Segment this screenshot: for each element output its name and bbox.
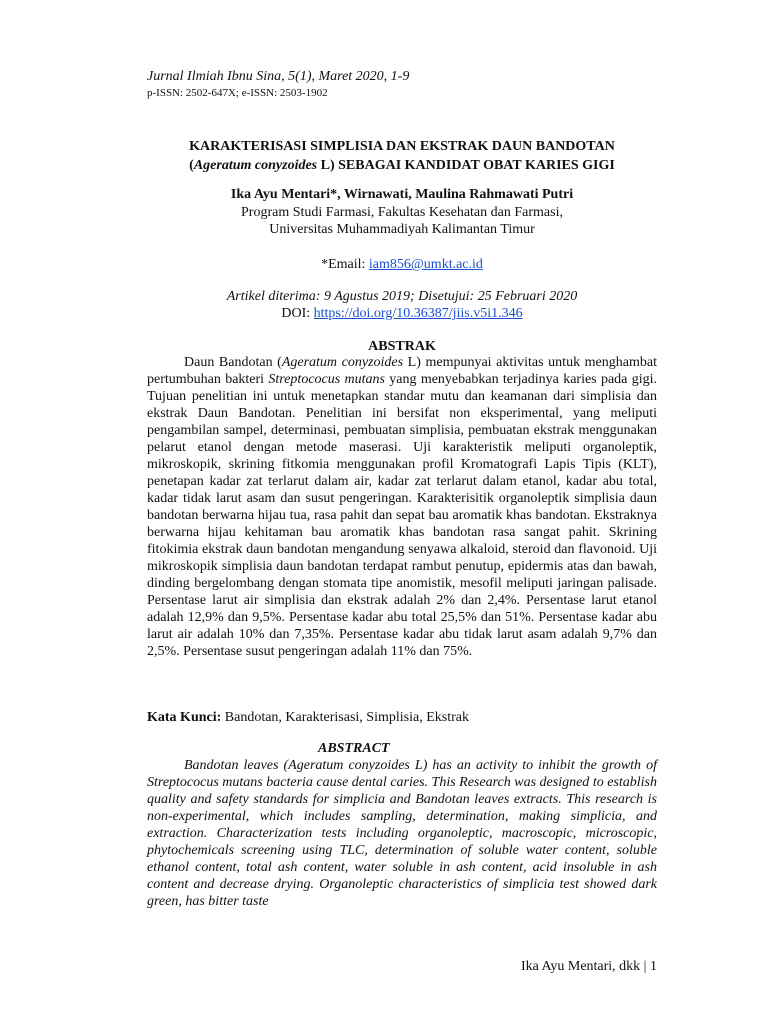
affiliation-line-2: Universitas Muhammadiyah Kalimantan Timur [269,222,535,237]
abstract-heading: ABSTRACT [318,741,390,756]
author-list: Ika Ayu Mentari*, Wirnawati, Maulina Rahmawati Putri [230,187,574,202]
page-footer: Ika Ayu Mentari, dkk | 1 [520,959,657,974]
title-line-1: KARAKTERISASI SIMPLISIA DAN EKSTRAK DAUN BANDOTAN [189,139,615,154]
keywords [147,709,469,726]
affiliation [147,204,657,238]
doi-line: DOI: https://doi.org/10.36387/jiis.v5i1.346 [281,306,523,321]
corresponding-email: *Email: iam856@umkt.ac.id [321,257,483,272]
abstrak-body: Daun Bandotan (Ageratum conyzoides L) mempunyai aktivitas untuk menghambat pertumbuhan bakteri Streptococus mutans yang menyebabkan terjadinya karies pada gigi. Tujuan penelitian ini untuk menetapkan standar mutu dan keamanan dari simplisia dan ekstrak Daun Bandotan. Penelitian ini bersifat non eksperimental, yang meliputi pengambilan sampel, determinasi, pembuatan simplisia, pembuatan ekstrak menggunakan pelarut etanol dengan metode maserasi. Uji karakteristik meliputi organoleptik, mikroskopik, skrining fitkomia menggunakan profil Kromatografi Lapis Tipis (KLT), penetapan kadar zat terlarut dalam air, kadar zat terlarut dalam etanol, kadar abu total, kadar tidak larut asam dan susut pengeringan. Karakterisitik organoleptik simplisia daun bandotan berwarna hijau tua, rasa pahit dan sepat bau aromatik khas bandotan. Ekstraknya berwarna hijau kehitaman bau aromatik khas bandotan rasa sangat pahit. Skrining fitokimia ekstrak daun bandotan mengandung senyawa alkaloid, steroid dan flavonoid. Uji mikroskopik simplisia daun bandotan terdapat rambut penutup, epidermis atas dan bawah, dinding bergelombang dengan stomata tipe anomistik, mesofil meliputi jaringan palisade. Persentase larut air simplisia dan ekstrak adalah 2% dan 2,4%. Persentase larut etanol adalah 12,9% dan 9,5%. Persentase kadar abu total 25,5% dan 51%. Persentase kadar abu larut air adalah 10% dan 7,35%. Persentase kadar abu tidak larut asam adalah 9,7% dan 2,5%. Persentase susut pengeringan adalah 11% dan 75%. [147,355,657,659]
article-title [147,137,657,175]
affiliation-line-1: Program Studi Farmasi, Fakultas Kesehatan dan Farmasi, [241,205,563,220]
journal-citation: Jurnal Ilmiah Ibnu Sina, 5(1), Maret 2020, 1-9 [147,69,410,84]
species-name: Ageratum conyzoides [193,158,318,173]
abstract-body: Bandotan leaves (Ageratum conyzoides L) has an activity to inhibit the growth of Streptococus mutans bacteria cause dental caries. This Research was designed to establish quality and safety standards for simplicia and Bandotan leaves extracts. This research is non-experimental, which includes sampling, determination, making simplicia, and extraction. Characterization tests including organoleptic, macroscopic, microscopic, phytochemicals screening using TLC, determination of soluble water content, soluble ethanol content, total ash content, water soluble in ash content, acid insoluble in ash content and decrease drying. Organoleptic characteristics of simplicia test showed dark green, has bitter taste [147,758,657,909]
doi-link[interactable]: https://doi.org/10.36387/jiis.v5i1.346 [313,306,523,321]
keywords-value: Bandotan, Karakterisasi, Simplisia, Ekstrak [221,710,469,725]
article-dates: Artikel diterima: 9 Agustus 2019; Disetujui: 25 Februari 2020 [226,289,578,304]
title-line-2: (Ageratum conyzoides L) SEBAGAI KANDIDAT OBAT KARIES GIGI [189,158,615,173]
email-link[interactable]: iam856@umkt.ac.id [368,257,483,272]
issn-line: p-ISSN: 2502-647X; e-ISSN: 2503-1902 [147,87,328,99]
keywords-label: Kata Kunci: [147,710,222,725]
abstrak-heading: ABSTRAK [368,339,436,354]
